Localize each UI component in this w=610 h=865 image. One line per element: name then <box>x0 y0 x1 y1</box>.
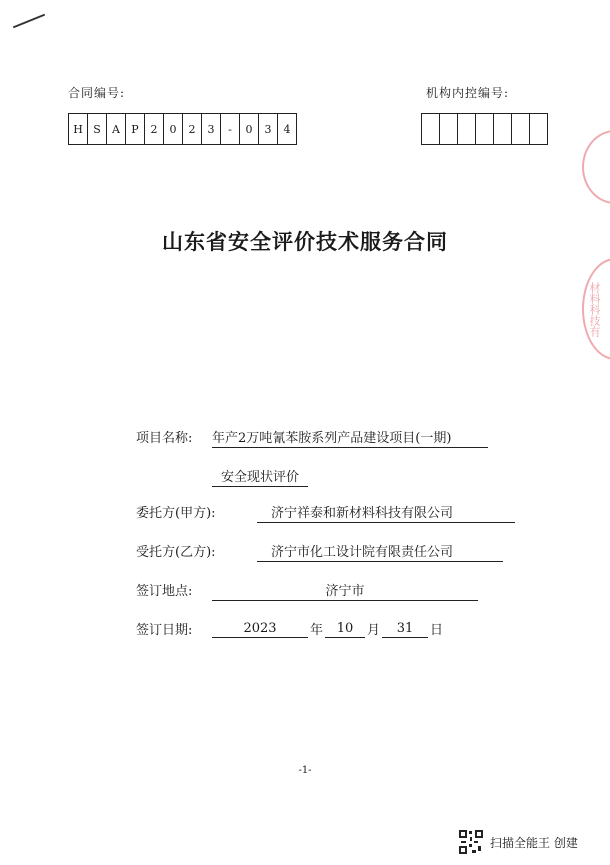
signing-place-label: 签订地点: <box>136 584 193 599</box>
client-label: 委托方(甲方): <box>136 506 216 521</box>
date-month-unit: 月 <box>367 623 381 638</box>
signing-date <box>212 619 445 638</box>
signing-place-value: 济宁市 <box>212 580 478 601</box>
project-name-value: 年产2万吨氰苯胺系列产品建设项目(一期) <box>212 427 488 448</box>
date-month: 10 <box>325 621 365 638</box>
corner-pen-mark <box>13 14 45 29</box>
contract-number-char: H <box>69 114 88 144</box>
project-name-value-line2: 安全现状评价 <box>212 466 308 487</box>
scanner-watermark: 扫描全能王 创建 <box>490 836 578 850</box>
contract-number-char: 3 <box>202 114 221 144</box>
contract-number-boxes <box>68 113 297 145</box>
contract-number-char: - <box>221 114 240 144</box>
contract-number-char: 0 <box>164 114 183 144</box>
institution-number-label: 机构内控编号: <box>426 86 510 100</box>
date-day: 31 <box>382 621 428 638</box>
contract-number-label: 合同编号: <box>68 86 126 100</box>
institution-number-box <box>476 114 494 144</box>
contract-number-char: 0 <box>240 114 259 144</box>
contract-number-char: 2 <box>145 114 164 144</box>
contract-number-char: 3 <box>259 114 278 144</box>
client-value: 济宁祥泰和新材料科技有限公司 <box>257 502 515 523</box>
institution-number-box <box>494 114 512 144</box>
institution-number-box <box>422 114 440 144</box>
contract-number-char: A <box>107 114 126 144</box>
contract-number-char: 2 <box>183 114 202 144</box>
institution-number-box <box>458 114 476 144</box>
seal-text: 材料科技有 <box>588 282 601 337</box>
qr-code-icon <box>458 829 484 855</box>
institution-number-box <box>530 114 547 144</box>
date-year: 2023 <box>212 621 308 638</box>
institution-number-boxes <box>421 113 548 145</box>
project-name-label: 项目名称: <box>136 431 193 446</box>
contract-number-char: 4 <box>283 122 291 136</box>
contract-number-char: S <box>88 114 107 144</box>
contractor-value: 济宁市化工设计院有限责任公司 <box>257 541 503 562</box>
institution-number-box <box>440 114 458 144</box>
contract-number-char: P <box>126 114 145 144</box>
date-year-unit: 年 <box>310 623 324 638</box>
signing-date-label: 签订日期: <box>136 623 193 638</box>
contractor-label: 受托方(乙方): <box>136 545 216 560</box>
document-title: 山东省安全评价技术服务合同 <box>162 229 448 254</box>
page-number: -1- <box>298 765 312 776</box>
date-day-unit: 日 <box>430 623 444 638</box>
institution-number-box <box>512 114 530 144</box>
red-seal-partial-top <box>582 130 610 204</box>
